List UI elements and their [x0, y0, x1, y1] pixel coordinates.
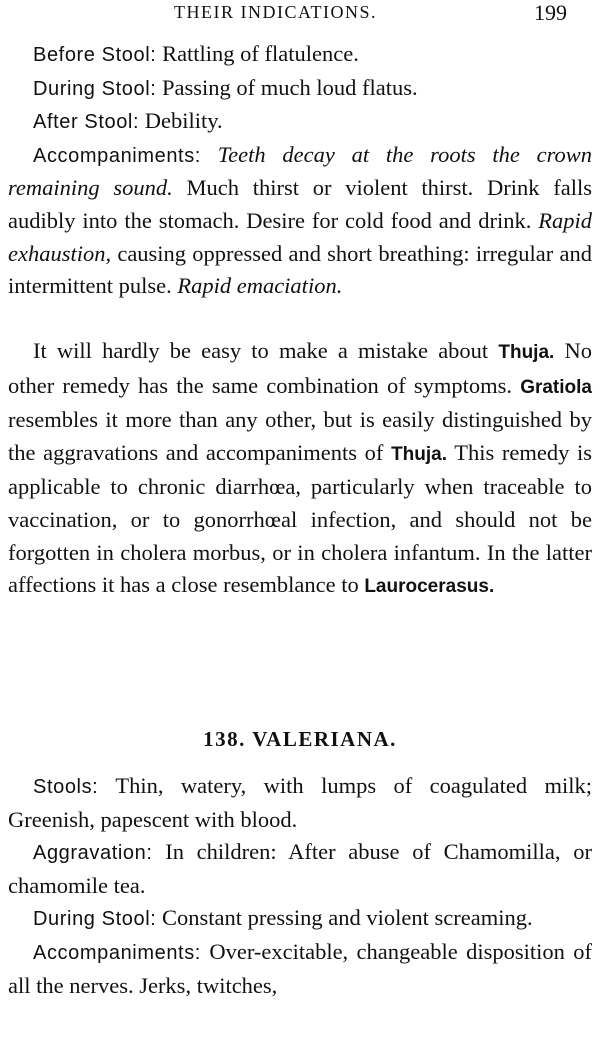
- remedy-laurocerasus: Laurocerasus.: [364, 576, 495, 598]
- during-stool-text: Passing of much loud flatus.: [156, 74, 418, 100]
- commentary-text-2: No other remedy has the same combination of symptoms.: [8, 338, 592, 398]
- during-stool-entry: [8, 72, 592, 106]
- remedy-gratiola: Gratiola: [520, 376, 592, 398]
- accompaniments-entry: [8, 139, 592, 303]
- page-number: 199: [534, 0, 567, 25]
- after-stool-label: After Stool:: [33, 111, 140, 134]
- before-stool-text: Rattling of flatulence.: [156, 41, 359, 66]
- remedy-thuja: Thuja.: [498, 342, 555, 363]
- accompaniments-label: Accompaniments:: [33, 144, 201, 167]
- commentary-text-1: It will hardly be easy to make a mistake about: [33, 338, 499, 363]
- accompaniments-text-2: causing oppressed and short breathing: irregular and intermittent pulse.: [8, 240, 592, 299]
- commentary-text-3: resembles it more than any other, but is easily distinguished by the aggravations and accompaniments of: [8, 407, 592, 465]
- during-stool-label: During Stool:: [33, 77, 157, 100]
- aggravation-entry: [8, 836, 592, 902]
- valeriana-during-stool-label: During Stool:: [33, 908, 157, 931]
- section-heading: 138. VALERIANA.: [203, 727, 397, 751]
- valeriana-during-stool-entry: [8, 902, 592, 936]
- remedy-thuja-2: Thuja.: [391, 443, 448, 465]
- running-head: THEIR INDICATIONS.: [174, 2, 377, 22]
- stools-text: Thin, watery, with lumps of coagulated milk; Greenish, papescent with blood.: [8, 773, 592, 832]
- valeriana-accompaniments-entry: [8, 936, 592, 1002]
- commentary-paragraph: [8, 335, 592, 604]
- valeriana-during-stool-text: Constant pressing and violent screaming.: [156, 905, 533, 931]
- after-stool-text: Debility.: [139, 108, 223, 134]
- commentary-text-4: This remedy is applicable to chronic diarrhœa, particularly when traceable to vaccination, or to gonorrhœal infection, and should not be forgotten in cholera morbus, or in cholera infantum. In the latter affections it has a close resemblance to: [8, 439, 592, 598]
- thuja-symptoms: [8, 38, 592, 303]
- before-stool-label: Before Stool:: [33, 44, 157, 66]
- before-stool-entry: [8, 38, 592, 72]
- stools-entry: [8, 770, 592, 836]
- aggravation-text: In children: After abuse of Chamomilla, or chamomile tea.: [8, 839, 592, 898]
- page-header: [0, 0, 600, 24]
- after-stool-entry: [8, 105, 592, 139]
- valeriana-accompaniments-text: Over-excitable, changeable disposition of all the nerves. Jerks, twitches,: [8, 938, 592, 998]
- accompaniments-italic-2: Rapid exhaustion,: [8, 207, 592, 266]
- valeriana-accompaniments-label: Accompaniments:: [33, 941, 201, 964]
- accompaniments-italic-1: Teeth decay at the roots the crown remaining sound.: [8, 141, 593, 201]
- thuja-commentary: [8, 335, 592, 604]
- accompaniments-italic-3: Rapid emaciation.: [177, 273, 343, 299]
- stools-label: Stools:: [33, 776, 99, 798]
- aggravation-label: Aggravation:: [33, 842, 153, 865]
- valeriana-symptoms: [8, 770, 592, 1002]
- accompaniments-text-1: Much thirst or violent thirst. Drink falls audibly into the stomach. Desire for cold food and drink.: [8, 175, 592, 233]
